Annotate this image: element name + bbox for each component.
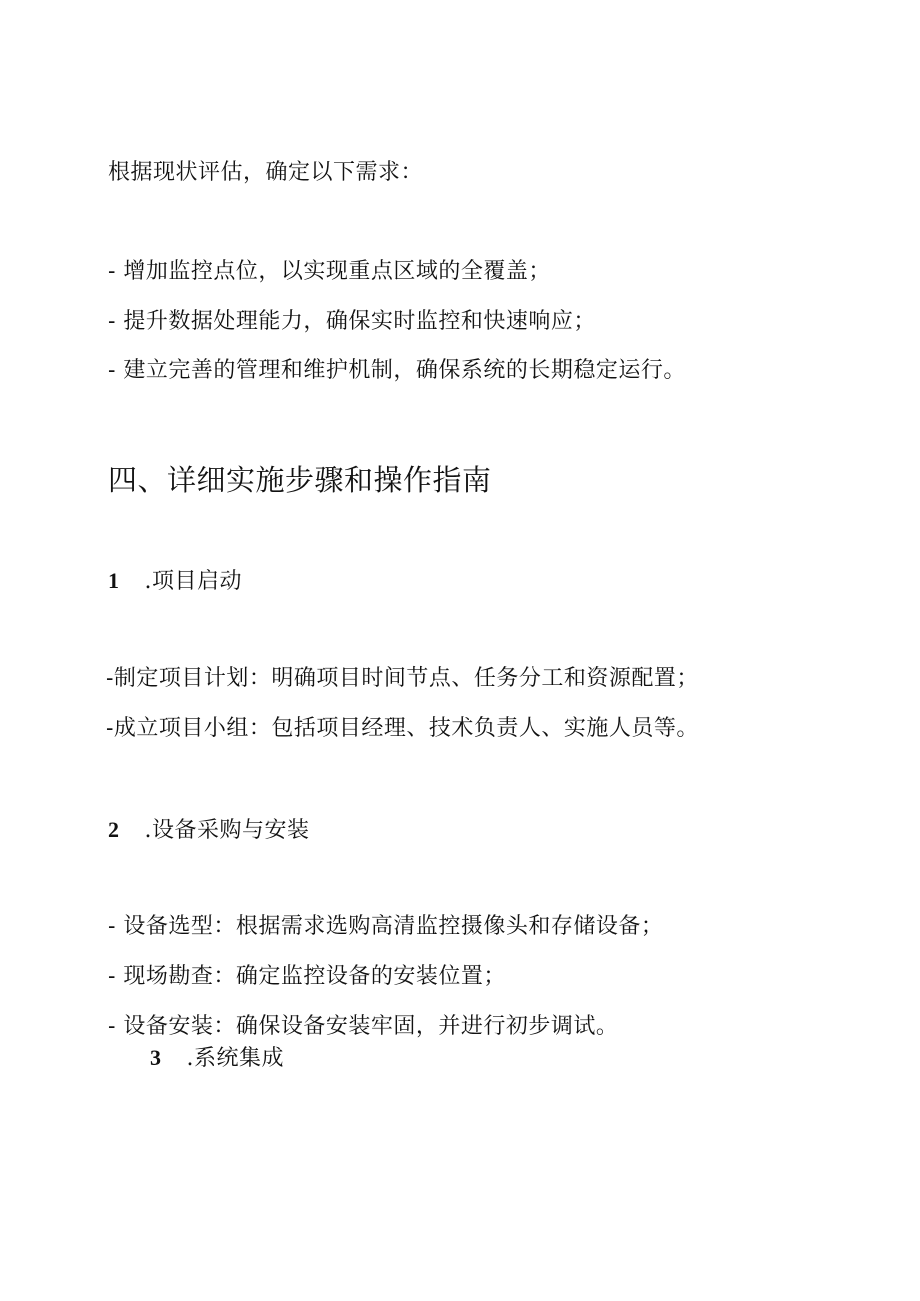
step-title: .系统集成 [186,1046,284,1071]
step-item: - 设备选型：根据需求选购高清监控摄像头和存储设备； [108,914,664,939]
step-number: 1 [108,568,120,593]
step-number: 2 [108,817,120,842]
requirement-item: - 提升数据处理能力，确保实时监控和快速响应； [108,309,596,334]
requirement-item: - 建立完善的管理和维护机制，确保系统的长期稳定运行。 [108,358,686,383]
section-heading: 四、详细实施步骤和操作指南 [108,463,492,497]
requirement-item: - 增加监控点位，以实现重点区域的全覆盖； [108,259,551,284]
step-heading-3 [150,1043,284,1074]
intro-paragraph: 根据现状评估，确定以下需求： [108,160,424,185]
step-item: -成立项目小组：包括项目经理、技术负责人、实施人员等。 [106,716,699,741]
step-title: .设备采购与安装 [144,818,310,843]
step-item: - 设备安装：确保设备安装牢固，并进行初步调试。 [108,1014,619,1039]
step-item: -制定项目计划：明确项目时间节点、任务分工和资源配置； [106,666,699,691]
step-heading-2 [108,815,310,846]
step-title: .项目启动 [144,569,242,594]
step-number: 3 [150,1045,162,1070]
step-heading-1 [108,566,242,597]
step-item: - 现场勘查：确定监控设备的安装位置； [108,964,506,989]
